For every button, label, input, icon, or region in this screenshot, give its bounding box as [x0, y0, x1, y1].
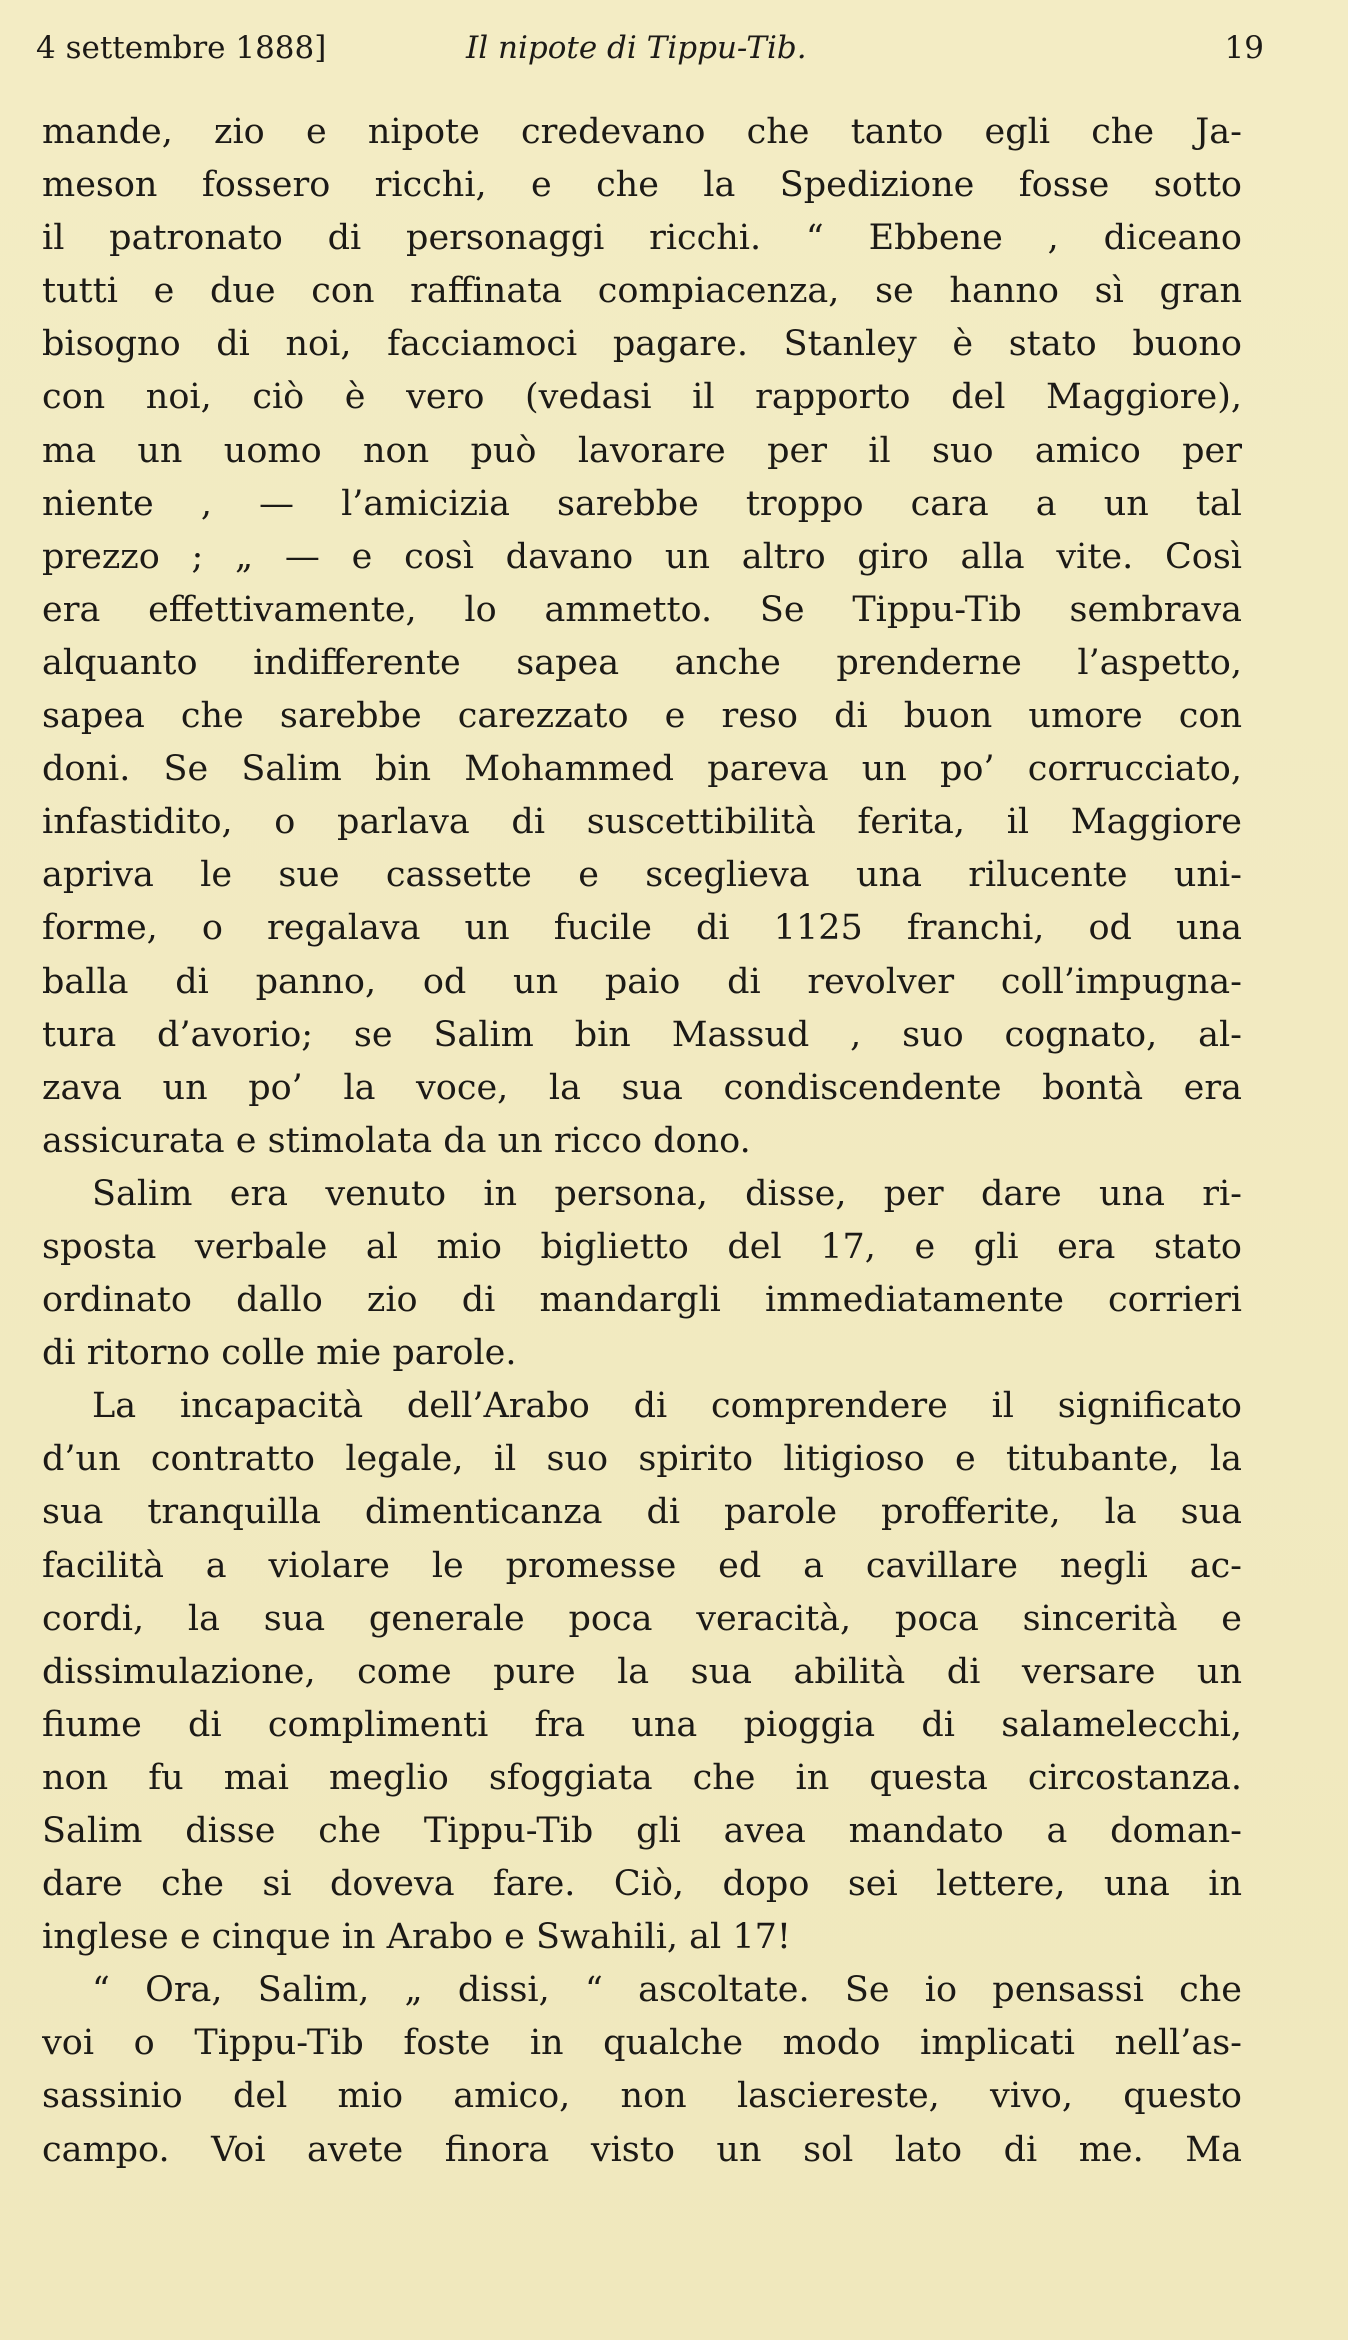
text-line: doni. Se Salim bin Mohammed pareva un po’ corrucciato,: [42, 749, 1242, 790]
text-line: assicurata e stimolata da un ricco dono.: [42, 1120, 751, 1161]
text-line: sassinio del mio amico, non lasciereste, vivo, questo: [42, 2076, 1242, 2117]
text-line: forme, o regalava un fucile di 1125 franchi, od una: [42, 908, 1242, 949]
text-line: cordi, la sua generale poca veracità, poca sincerità e: [42, 1598, 1242, 1639]
text-line: meson fossero ricchi, e che la Spedizione fosse sotto: [42, 165, 1242, 206]
text-line: il patronato di personaggi ricchi. “ Ebbene , diceano: [42, 218, 1242, 259]
header-date: 4 settembre 1888]: [36, 30, 327, 66]
text-line: dissimulazione, come pure la sua abilità di versare un: [42, 1651, 1242, 1692]
header-title: Il nipote di Tippu-Tib.: [466, 30, 807, 66]
text-line: bisogno di noi, facciamoci pagare. Stanley è stato buono: [42, 324, 1242, 365]
text-line: apriva le sue cassette e sceglieva una rilucente uni-: [42, 855, 1242, 896]
text-line: fiume di complimenti fra una pioggia di salamelecchi,: [42, 1704, 1242, 1745]
text-line: La incapacità dell’Arabo di comprendere il significato: [92, 1386, 1242, 1427]
page-number: 19: [1224, 30, 1264, 66]
text-line: balla di panno, od un paio di revolver coll’impugna-: [42, 961, 1242, 1002]
text-line: sposta verbale al mio biglietto del 17, e gli era stato: [42, 1226, 1242, 1267]
text-line: sua tranquilla dimenticanza di parole profferite, la sua: [42, 1492, 1242, 1533]
text-line: dare che si doveva fare. Ciò, dopo sei lettere, una in: [42, 1864, 1242, 1905]
body-text: [42, 106, 1242, 2177]
text-line: sapea che sarebbe carezzato e reso di buon umore con: [42, 696, 1242, 737]
text-line: infastidito, o parlava di suscettibilità ferita, il Maggiore: [42, 802, 1242, 843]
text-line: inglese e cinque in Arabo e Swahili, al 17!: [42, 1917, 791, 1958]
text-line: niente , — l’amicizia sarebbe troppo cara a un tal: [42, 483, 1242, 524]
text-line: alquanto indifferente sapea anche prenderne l’aspetto,: [42, 642, 1242, 683]
text-line: ordinato dallo zio di mandargli immediatamente corrieri: [42, 1280, 1242, 1321]
text-line: tura d’avorio; se Salim bin Massud , suo cognato, al-: [42, 1014, 1242, 1055]
text-line: ma un uomo non può lavorare per il suo amico per: [42, 430, 1242, 471]
text-line: Salim disse che Tippu-Tib gli avea mandato a doman-: [42, 1811, 1242, 1851]
text-line: di ritorno colle mie parole.: [42, 1333, 517, 1374]
text-line: campo. Voi avete finora visto un sol lato di me. Ma: [42, 2129, 1242, 2170]
text-line: “ Ora, Salim, „ dissi, “ ascoltate. Se io pensassi che: [92, 1970, 1242, 2011]
running-header: [36, 24, 1264, 72]
text-line: zava un po’ la voce, la sua condiscendente bontà era: [42, 1067, 1242, 1108]
text-line: era effettivamente, lo ammetto. Se Tippu-Tib sembrava: [42, 589, 1242, 630]
text-line: voi o Tippu-Tib foste in qualche modo implicati nell’as-: [42, 2023, 1242, 2064]
text-line: d’un contratto legale, il suo spirito litigioso e titubante, la: [42, 1439, 1242, 1480]
text-line: facilità a violare le promesse ed a cavillare negli ac-: [42, 1545, 1242, 1586]
text-line: prezzo ; „ — e così davano un altro giro alla vite. Così: [42, 536, 1242, 577]
text-line: tutti e due con raffinata compiacenza, se hanno sì gran: [42, 271, 1242, 312]
text-line: Salim era venuto in persona, disse, per dare una ri-: [92, 1173, 1242, 1214]
text-line: mande, zio e nipote credevano che tanto egli che Ja-: [42, 112, 1242, 152]
text-line: non fu mai meglio sfoggiata che in questa circostanza.: [42, 1757, 1242, 1798]
text-line: con noi, ciò è vero (vedasi il rapporto del Maggiore),: [42, 377, 1242, 418]
